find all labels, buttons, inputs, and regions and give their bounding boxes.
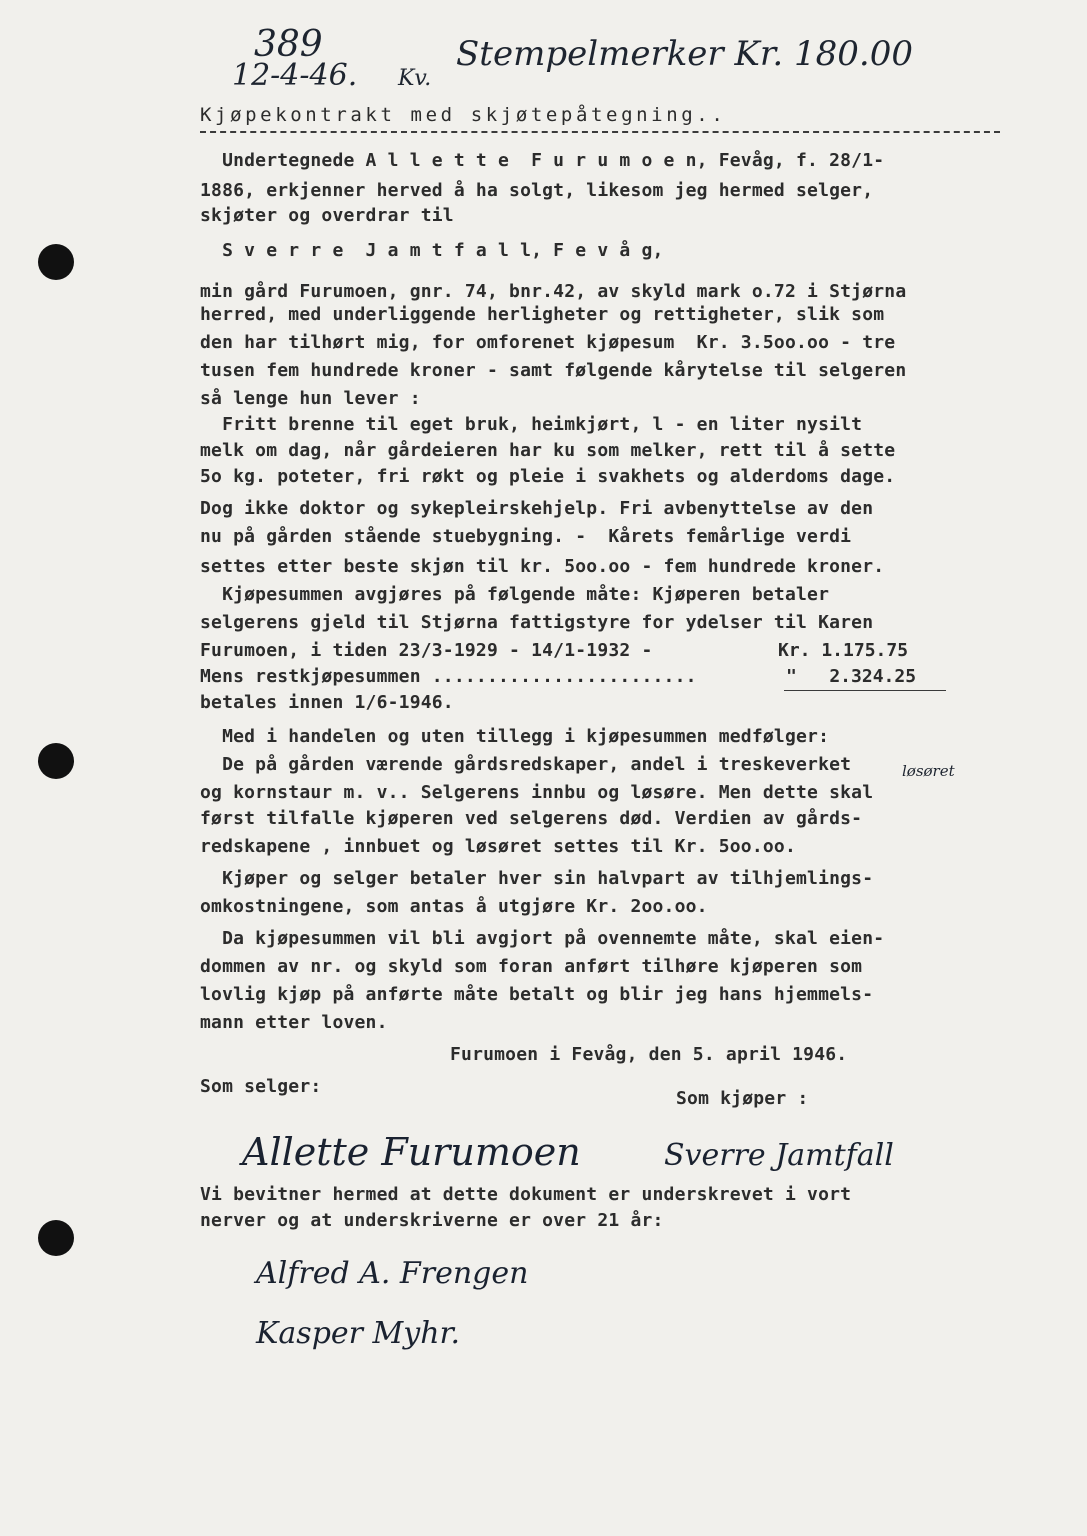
amount-fattigstyre: Kr. 1.175.75 (778, 640, 909, 661)
witness-signature-2: Kasper Myhr. (256, 1316, 461, 1351)
body-line: settes etter beste skjøn til kr. 5oo.oo - fem hundrede kroner. (200, 556, 885, 577)
body-line: og kornstaur m. v.. Selgerens innbu og løsøre. Men dette skal (200, 782, 874, 803)
body-line: dommen av nr. og skyld som foran anført tilhøre kjøperen som (200, 956, 863, 977)
body-line: melk om dag, når gårdeieren har ku som melker, rett til å sette (200, 440, 896, 461)
witness-signature-1: Alfred A. Frengen (256, 1256, 529, 1291)
body-line: først tilfalle kjøperen ved selgerens død. Verdien av gårds- (200, 808, 863, 829)
body-line: den har tilhørt mig, for omforenet kjøpesum Kr. 3.5oo.oo - tre (200, 332, 896, 353)
body-line: 1886, erkjenner herved å ha solgt, likesom jeg hermed selger, (200, 180, 874, 201)
body-line: nu på gården stående stuebygning. - Kårets femårlige verdi (200, 526, 852, 547)
body-line: 5o kg. poteter, fri røkt og pleie i svakhets og alderdoms dage. (200, 466, 896, 487)
body-line: Med i handelen og uten tillegg i kjøpesummen medfølger: (200, 726, 830, 747)
seller-label: Som selger: (200, 1076, 322, 1097)
body-line: Fritt brenne til eget bruk, heimkjørt, l - en liter nysilt (200, 414, 863, 435)
body-line: så lenge hun lever : (200, 388, 421, 409)
body-line: omkostningene, som antas å utgjøre Kr. 2oo.oo. (200, 896, 708, 917)
seller-signature: Allette Furumoen (242, 1130, 581, 1174)
body-line: Mens restkjøpesummen ........................ (200, 666, 697, 687)
body-line: Furumoen, i tiden 23/3-1929 - 14/1-1932 - (200, 640, 653, 661)
punch-hole-middle (38, 743, 74, 779)
body-line: redskapene , innbuet og løsøret settes til Kr. 5oo.oo. (200, 836, 796, 857)
document-title: Kjøpekontrakt med skjøtepåtegning.. (200, 104, 727, 126)
clerk-initials: Kv. (398, 66, 432, 91)
body-line: tusen fem hundrede kroner - samt følgende kårytelse til selgeren (200, 360, 907, 381)
margin-correction: løsøret (902, 762, 955, 780)
body-line: selgerens gjeld til Stjørna fattigstyre for ydelser til Karen (200, 612, 874, 633)
body-line: herred, med underliggende herligheter og rettigheter, slik som (200, 304, 885, 325)
body-line: Undertegnede A l l e t t e F u r u m o e n, Fevåg, f. 28/1- (200, 150, 885, 171)
document-number: 389 (254, 24, 323, 65)
body-line: mann etter loven. (200, 1012, 388, 1033)
amount-underline (784, 690, 946, 691)
body-line: Da kjøpesummen vil bli avgjort på ovennemte måte, skal eien- (200, 928, 885, 949)
witness-line: nerver og at underskriverne er over 21 år: (200, 1210, 664, 1231)
stamp-duty-note: Stempelmerker Kr. 180.00 (456, 34, 913, 74)
body-line: S v e r r e J a m t f a l l, F e v å g, (200, 240, 664, 261)
place-date: Furumoen i Fevåg, den 5. april 1946. (450, 1044, 848, 1065)
registration-date: 12-4-46. (232, 58, 358, 93)
buyer-label: Som kjøper : (676, 1088, 809, 1109)
body-line: Kjøpesummen avgjøres på følgende måte: Kjøperen betaler (200, 584, 830, 605)
body-line: betales innen 1/6-1946. (200, 692, 454, 713)
body-line: De på gården værende gårdsredskaper, andel i treskeverket (200, 754, 852, 775)
punch-hole-bottom (38, 1220, 74, 1256)
body-line: skjøter og overdrar til (200, 205, 454, 226)
amount-rest: " 2.324.25 (786, 666, 917, 687)
witness-line: Vi bevitner hermed at dette dokument er underskrevet i vort (200, 1184, 852, 1205)
body-line: Kjøper og selger betaler hver sin halvpart av tilhjemlings- (200, 868, 874, 889)
punch-hole-top (38, 244, 74, 280)
body-line: lovlig kjøp på anførte måte betalt og blir jeg hans hjemmels- (200, 984, 874, 1005)
title-underline (200, 131, 1000, 133)
buyer-signature: Sverre Jamtfall (664, 1138, 894, 1173)
body-line: Dog ikke doktor og sykepleirskehjelp. Fri avbenyttelse av den (200, 498, 874, 519)
body-line: min gård Furumoen, gnr. 74, bnr.42, av skyld mark o.72 i Stjørna (200, 281, 907, 302)
